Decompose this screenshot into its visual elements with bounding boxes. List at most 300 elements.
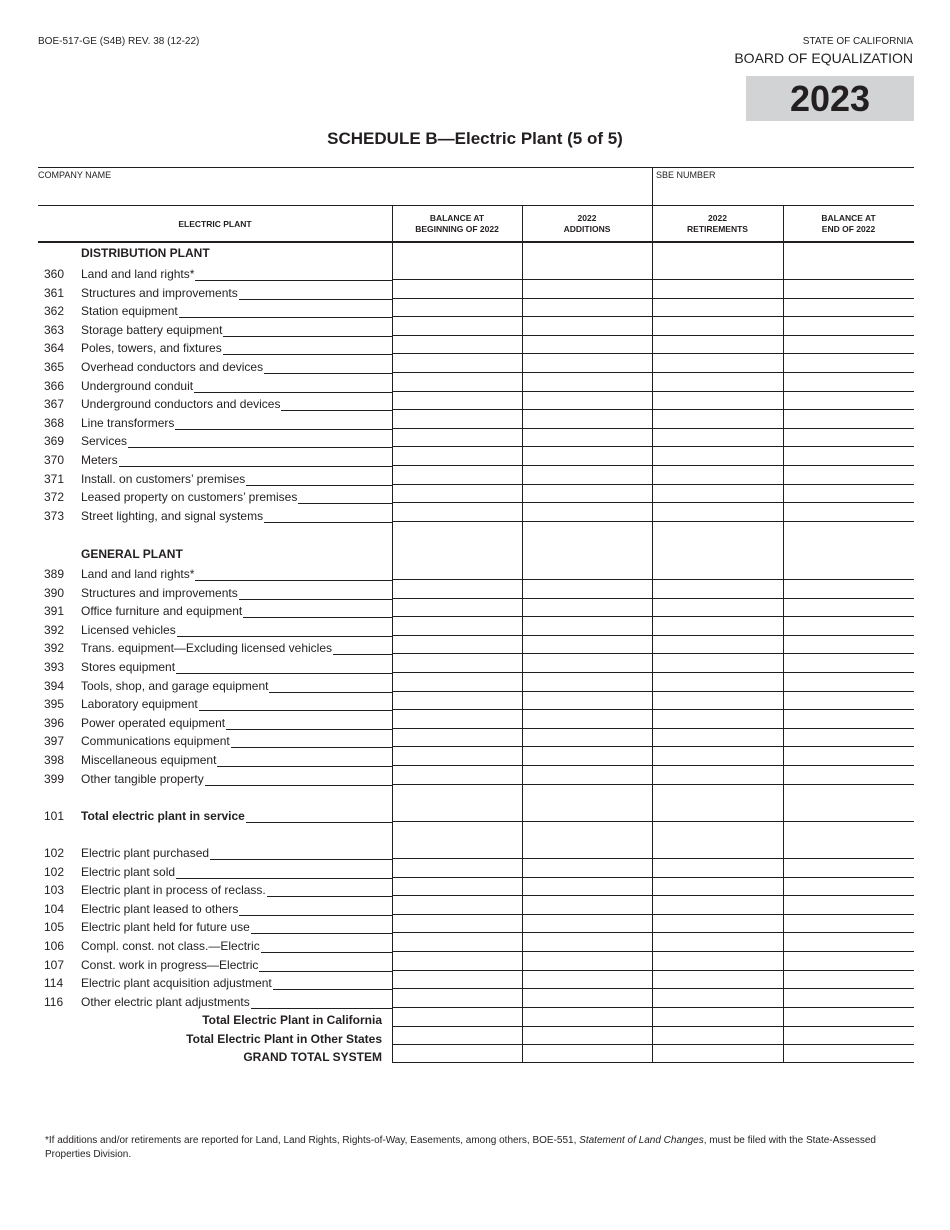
- value-cell[interactable]: [784, 933, 913, 951]
- value-cell[interactable]: [784, 989, 913, 1007]
- row-description: [81, 286, 392, 300]
- row-number: 369: [44, 434, 65, 449]
- value-cell[interactable]: [653, 280, 782, 298]
- value-cell[interactable]: [393, 766, 521, 784]
- table-row: [38, 601, 392, 619]
- section-general: GENERAL PLANT: [81, 547, 183, 561]
- row-label: Miscellaneous equipment: [81, 753, 217, 767]
- table-row: [38, 806, 392, 824]
- value-cell[interactable]: [393, 729, 521, 746]
- value-cell[interactable]: [523, 729, 651, 746]
- value-cell[interactable]: [653, 317, 782, 335]
- leader-line: [199, 698, 392, 711]
- table-row: [38, 583, 392, 601]
- leader-line: [195, 268, 392, 281]
- table-row: [38, 376, 392, 394]
- total-other-states: Total Electric Plant in Other States: [186, 1032, 382, 1046]
- value-cell[interactable]: [393, 466, 521, 484]
- col-additions-line2: ADDITIONS: [563, 224, 611, 234]
- value-cell[interactable]: [653, 580, 782, 598]
- value-cell[interactable]: [523, 971, 651, 988]
- value-cell[interactable]: [784, 373, 913, 391]
- value-cell[interactable]: [653, 766, 782, 784]
- agency-label: BOARD OF EQUALIZATION: [734, 50, 913, 66]
- sbe-number-field[interactable]: [656, 180, 912, 204]
- value-cell[interactable]: [784, 747, 913, 765]
- value-cell[interactable]: [653, 354, 782, 372]
- value-cell[interactable]: [653, 859, 782, 877]
- value-cell[interactable]: [784, 673, 913, 691]
- value-cell[interactable]: [393, 522, 521, 579]
- value-cell[interactable]: [523, 336, 651, 353]
- row-number: 394: [44, 678, 65, 693]
- row-description: [81, 883, 392, 897]
- value-cell[interactable]: [393, 485, 521, 502]
- value-cell[interactable]: [653, 729, 782, 746]
- value-cell[interactable]: [393, 636, 521, 653]
- leader-line: [239, 587, 392, 600]
- value-cell[interactable]: [784, 896, 913, 914]
- value-cell[interactable]: [784, 336, 913, 353]
- row-number: 392: [44, 641, 65, 656]
- value-cell[interactable]: [653, 654, 782, 672]
- value-cell[interactable]: [523, 692, 651, 709]
- table-row: [38, 564, 392, 582]
- row-number: 372: [44, 490, 65, 505]
- value-cell[interactable]: [653, 785, 782, 821]
- value-cell[interactable]: [523, 859, 651, 877]
- row-description: [81, 902, 392, 916]
- row-number: 104: [44, 901, 65, 916]
- leader-line: [231, 735, 392, 748]
- value-cell[interactable]: [784, 599, 913, 616]
- table-row: [38, 750, 392, 768]
- value-cell[interactable]: [393, 373, 521, 391]
- value-cell[interactable]: [393, 822, 521, 858]
- leader-line: [239, 903, 392, 916]
- leader-line: [223, 342, 392, 355]
- row-description: [81, 995, 392, 1009]
- row-description: [81, 490, 392, 504]
- value-cell[interactable]: [784, 636, 913, 653]
- leader-line: [119, 454, 392, 467]
- value-cell[interactable]: [653, 896, 782, 914]
- value-cell[interactable]: [784, 1027, 913, 1044]
- value-cell[interactable]: [523, 580, 651, 598]
- value-cell[interactable]: [393, 354, 521, 372]
- value-cell[interactable]: [393, 429, 521, 446]
- col-balance-begin-line1: BALANCE AT: [429, 213, 485, 223]
- value-cell[interactable]: [523, 710, 651, 728]
- row-label: Storage battery equipment: [81, 322, 223, 337]
- row-description: [81, 267, 392, 281]
- table-row: [38, 413, 392, 431]
- value-cell[interactable]: [653, 915, 782, 932]
- row-label: Install. on customers’ premises: [81, 471, 246, 486]
- col-additions: [522, 206, 652, 242]
- row-description: [81, 304, 392, 318]
- table-row: [38, 338, 392, 356]
- value-cell[interactable]: [653, 1045, 782, 1062]
- row-description: [81, 846, 392, 860]
- row-label: Land and land rights*: [81, 567, 195, 581]
- table-row: [38, 694, 392, 712]
- value-cell[interactable]: [523, 280, 651, 298]
- table-row: [38, 469, 392, 487]
- value-cell[interactable]: [653, 673, 782, 691]
- col-retirements-line2: RETIREMENTS: [687, 224, 748, 234]
- leader-line: [176, 661, 392, 674]
- row-label: Trans. equipment—Excluding licensed vehicles: [81, 641, 333, 656]
- row-number: 105: [44, 920, 65, 935]
- top-rule: [38, 167, 914, 168]
- row-number: 107: [44, 957, 65, 972]
- value-cell[interactable]: [653, 336, 782, 353]
- value-cell[interactable]: [393, 915, 521, 932]
- row-description: [81, 753, 392, 767]
- value-cell[interactable]: [523, 299, 651, 316]
- value-cell[interactable]: [653, 522, 782, 579]
- row-description: [81, 939, 392, 953]
- row-number: 397: [44, 734, 65, 749]
- table-row: [38, 955, 392, 973]
- value-cell[interactable]: [523, 599, 651, 616]
- value-cell[interactable]: [784, 410, 913, 428]
- value-cell[interactable]: [653, 989, 782, 1007]
- value-cell[interactable]: [784, 952, 913, 970]
- value-cell[interactable]: [393, 878, 521, 895]
- value-cell[interactable]: [523, 673, 651, 691]
- value-cell[interactable]: [523, 654, 651, 672]
- col-retirements-line1: 2022: [708, 213, 727, 223]
- value-cell[interactable]: [784, 729, 913, 746]
- value-cell[interactable]: [393, 747, 521, 765]
- footnote-part1: *If additions and/or retirements are reported for Land, Land Rights, Rights-of-Way, Easements, among others, BOE-551,: [45, 1135, 580, 1146]
- value-cell[interactable]: [393, 299, 521, 316]
- col-balance-end: [783, 206, 914, 242]
- row-label: Line transformers: [81, 415, 175, 430]
- value-cell[interactable]: [523, 915, 651, 932]
- value-cell[interactable]: [393, 503, 521, 521]
- row-label: Poles, towers, and fixtures: [81, 341, 222, 356]
- row-description: [81, 679, 392, 693]
- value-cell[interactable]: [653, 466, 782, 484]
- col-balance-end-line1: BALANCE AT: [821, 213, 876, 223]
- row-description: [81, 434, 392, 448]
- row-label: Electric plant held for future use: [81, 920, 250, 935]
- table-row: [38, 676, 392, 694]
- value-cell[interactable]: [393, 952, 521, 970]
- leader-line: [194, 380, 392, 393]
- value-cell[interactable]: [653, 636, 782, 653]
- row-description: [81, 604, 392, 618]
- col-electric-plant: [38, 206, 392, 242]
- value-cell[interactable]: [523, 392, 651, 409]
- row-number: 368: [44, 415, 65, 430]
- value-cell[interactable]: [784, 1045, 913, 1062]
- leader-line: [210, 847, 392, 860]
- value-cell[interactable]: [784, 503, 913, 521]
- row-label: Services: [81, 434, 128, 449]
- table-row: [38, 917, 392, 935]
- row-label: Station equipment: [81, 304, 178, 319]
- value-cell[interactable]: [393, 896, 521, 914]
- value-cell[interactable]: [523, 354, 651, 372]
- value-cell[interactable]: [393, 1045, 521, 1062]
- value-cell[interactable]: [523, 878, 651, 895]
- row-number: 396: [44, 715, 65, 730]
- value-cell[interactable]: [784, 354, 913, 372]
- value-cell[interactable]: [653, 447, 782, 465]
- table-row: [38, 862, 392, 880]
- value-cell[interactable]: [393, 859, 521, 877]
- row-number: 365: [44, 360, 65, 374]
- leader-line: [273, 977, 392, 990]
- value-cell[interactable]: [393, 447, 521, 465]
- value-cell[interactable]: [784, 580, 913, 598]
- col-retirements: [652, 206, 783, 242]
- value-cell[interactable]: [653, 243, 782, 279]
- row-number: 398: [44, 753, 65, 767]
- value-cell[interactable]: [653, 1027, 782, 1044]
- row-description: [81, 697, 392, 711]
- value-cell[interactable]: [784, 280, 913, 298]
- value-cell[interactable]: [784, 392, 913, 409]
- value-cell[interactable]: [784, 317, 913, 335]
- leader-line: [298, 491, 392, 504]
- company-name-field[interactable]: [38, 180, 650, 204]
- row-number: 370: [44, 453, 65, 467]
- leader-line: [246, 810, 392, 823]
- row-label: Other tangible property: [81, 771, 204, 786]
- col-electric-plant-label: ELECTRIC PLANT: [178, 218, 252, 229]
- col-balance-begin-line2: BEGINNING OF 2022: [415, 224, 499, 234]
- row-number: 116: [44, 994, 64, 1009]
- table-row: [38, 450, 392, 468]
- row-label: Underground conductors and devices: [81, 397, 281, 412]
- value-cell[interactable]: [653, 747, 782, 765]
- value-cell[interactable]: [784, 485, 913, 502]
- col-balance-begin: [392, 206, 522, 242]
- value-cell[interactable]: [784, 710, 913, 728]
- row-label: Land and land rights*: [81, 267, 195, 281]
- value-cell[interactable]: [393, 243, 521, 279]
- row-number: 362: [44, 304, 65, 319]
- value-cell[interactable]: [523, 485, 651, 502]
- value-cell[interactable]: [653, 373, 782, 391]
- company-name-label: COMPANY NAME: [38, 170, 112, 180]
- value-cell[interactable]: [393, 392, 521, 409]
- value-cell[interactable]: [784, 692, 913, 709]
- value-cell[interactable]: [393, 280, 521, 298]
- value-cell[interactable]: [784, 766, 913, 784]
- table-row: [38, 713, 392, 731]
- value-cell[interactable]: [523, 243, 651, 279]
- value-cell[interactable]: [393, 1027, 521, 1044]
- leader-line: [217, 754, 392, 767]
- row-label: Leased property on customers’ premises: [81, 490, 298, 505]
- value-cell[interactable]: [523, 952, 651, 970]
- value-cell[interactable]: [784, 915, 913, 932]
- value-cell[interactable]: [784, 429, 913, 446]
- value-cell[interactable]: [653, 392, 782, 409]
- value-cell[interactable]: [523, 822, 651, 858]
- value-cell[interactable]: [523, 1045, 651, 1062]
- value-cell[interactable]: [653, 617, 782, 635]
- col-balance-end-line2: END OF 2022: [821, 224, 876, 234]
- table-row: [38, 264, 392, 282]
- value-cell[interactable]: [784, 447, 913, 465]
- value-cell[interactable]: [393, 673, 521, 691]
- state-label: STATE OF CALIFORNIA: [802, 36, 913, 47]
- value-cell[interactable]: [393, 710, 521, 728]
- value-cell[interactable]: [653, 710, 782, 728]
- value-cell[interactable]: [523, 747, 651, 765]
- leader-line: [175, 417, 392, 430]
- value-cell[interactable]: [784, 785, 913, 821]
- table-row: [38, 394, 392, 412]
- value-cell[interactable]: [653, 299, 782, 316]
- value-cell[interactable]: [653, 599, 782, 616]
- value-cell[interactable]: [653, 692, 782, 709]
- value-cell[interactable]: [784, 466, 913, 484]
- value-cell[interactable]: [393, 971, 521, 988]
- row-label: Meters: [81, 453, 118, 467]
- value-cell[interactable]: [653, 410, 782, 428]
- row-description: [81, 865, 392, 879]
- row-label: Power operated equipment: [81, 715, 226, 730]
- value-cell[interactable]: [393, 617, 521, 635]
- value-cell[interactable]: [393, 599, 521, 616]
- row-number: 361: [44, 285, 65, 300]
- form-id: BOE-517-GE (S4B) REV. 38 (12-22): [38, 36, 200, 47]
- leader-line: [226, 717, 392, 730]
- value-cell[interactable]: [784, 878, 913, 895]
- value-cell[interactable]: [653, 952, 782, 970]
- row-description: [81, 976, 392, 990]
- value-cell[interactable]: [523, 410, 651, 428]
- value-cell[interactable]: [393, 933, 521, 951]
- row-description: [81, 958, 392, 972]
- leader-line: [251, 996, 392, 1009]
- value-cell[interactable]: [653, 933, 782, 951]
- row-number: 106: [44, 939, 65, 953]
- value-cell[interactable]: [653, 878, 782, 895]
- footnote-italic: Statement of Land Changes: [579, 1135, 704, 1146]
- value-cell[interactable]: [523, 785, 651, 821]
- value-cell[interactable]: [393, 785, 521, 821]
- row-description: [81, 586, 392, 600]
- value-cell[interactable]: [523, 466, 651, 484]
- row-description: [81, 772, 392, 786]
- value-cell[interactable]: [784, 1008, 913, 1026]
- value-cell[interactable]: [784, 859, 913, 877]
- value-cell[interactable]: [784, 522, 913, 579]
- row-label: Structures and improvements: [81, 285, 238, 300]
- year-badge: 2023: [746, 76, 914, 121]
- value-cell[interactable]: [393, 580, 521, 598]
- table-row: [38, 301, 392, 319]
- value-cell[interactable]: [523, 617, 651, 635]
- row-description: [81, 716, 392, 730]
- leader-line: [264, 361, 392, 374]
- value-cell[interactable]: [523, 933, 651, 951]
- leader-line: [195, 568, 392, 581]
- value-cell[interactable]: [653, 822, 782, 858]
- value-cell[interactable]: [523, 1008, 651, 1026]
- row-description: [81, 360, 392, 374]
- value-cell[interactable]: [393, 317, 521, 335]
- value-cell[interactable]: [523, 896, 651, 914]
- value-cell[interactable]: [393, 336, 521, 353]
- value-cell[interactable]: [393, 1008, 521, 1026]
- value-cell[interactable]: [653, 429, 782, 446]
- table-row: [38, 487, 392, 505]
- row-description: [81, 809, 392, 823]
- value-cell[interactable]: [393, 989, 521, 1007]
- field-divider: [652, 167, 653, 205]
- value-cell[interactable]: [653, 1008, 782, 1026]
- row-number: 390: [44, 585, 65, 600]
- value-cell[interactable]: [523, 636, 651, 653]
- row-label: Electric plant acquisition adjustment: [81, 976, 272, 991]
- value-cell[interactable]: [784, 243, 913, 279]
- grid-row-line: [392, 1062, 914, 1063]
- leader-line: [267, 884, 392, 897]
- table-row: [38, 769, 392, 787]
- value-cell[interactable]: [523, 447, 651, 465]
- leader-line: [246, 473, 392, 486]
- value-cell[interactable]: [393, 654, 521, 672]
- value-cell[interactable]: [393, 692, 521, 709]
- row-description: [81, 453, 392, 467]
- row-description: [81, 641, 392, 655]
- value-cell[interactable]: [653, 503, 782, 521]
- row-number: 395: [44, 697, 65, 712]
- value-cell[interactable]: [784, 617, 913, 635]
- value-cell[interactable]: [393, 410, 521, 428]
- value-cell[interactable]: [523, 766, 651, 784]
- value-cell[interactable]: [523, 429, 651, 446]
- value-cell[interactable]: [784, 654, 913, 672]
- row-description: [81, 416, 392, 430]
- table-row: [38, 973, 392, 991]
- value-cell[interactable]: [653, 971, 782, 988]
- value-cell[interactable]: [523, 1027, 651, 1044]
- table-row: [38, 431, 392, 449]
- row-label: Electric plant leased to others: [81, 901, 239, 916]
- value-cell[interactable]: [523, 373, 651, 391]
- leader-line: [269, 680, 392, 693]
- row-number: 389: [44, 567, 65, 581]
- value-cell[interactable]: [523, 503, 651, 521]
- row-label: Overhead conductors and devices: [81, 360, 264, 374]
- row-number: 392: [44, 622, 65, 637]
- row-number: 360: [44, 267, 65, 281]
- leader-line: [176, 866, 392, 879]
- value-cell[interactable]: [784, 299, 913, 316]
- value-cell[interactable]: [784, 971, 913, 988]
- value-cell[interactable]: [523, 317, 651, 335]
- row-description: [81, 623, 392, 637]
- value-cell[interactable]: [523, 522, 651, 579]
- value-cell[interactable]: [784, 822, 913, 858]
- row-label: Const. work in progress—Electric: [81, 957, 259, 972]
- row-label: Electric plant purchased: [81, 846, 210, 860]
- table-row: [38, 731, 392, 749]
- value-cell[interactable]: [523, 989, 651, 1007]
- value-cell[interactable]: [653, 485, 782, 502]
